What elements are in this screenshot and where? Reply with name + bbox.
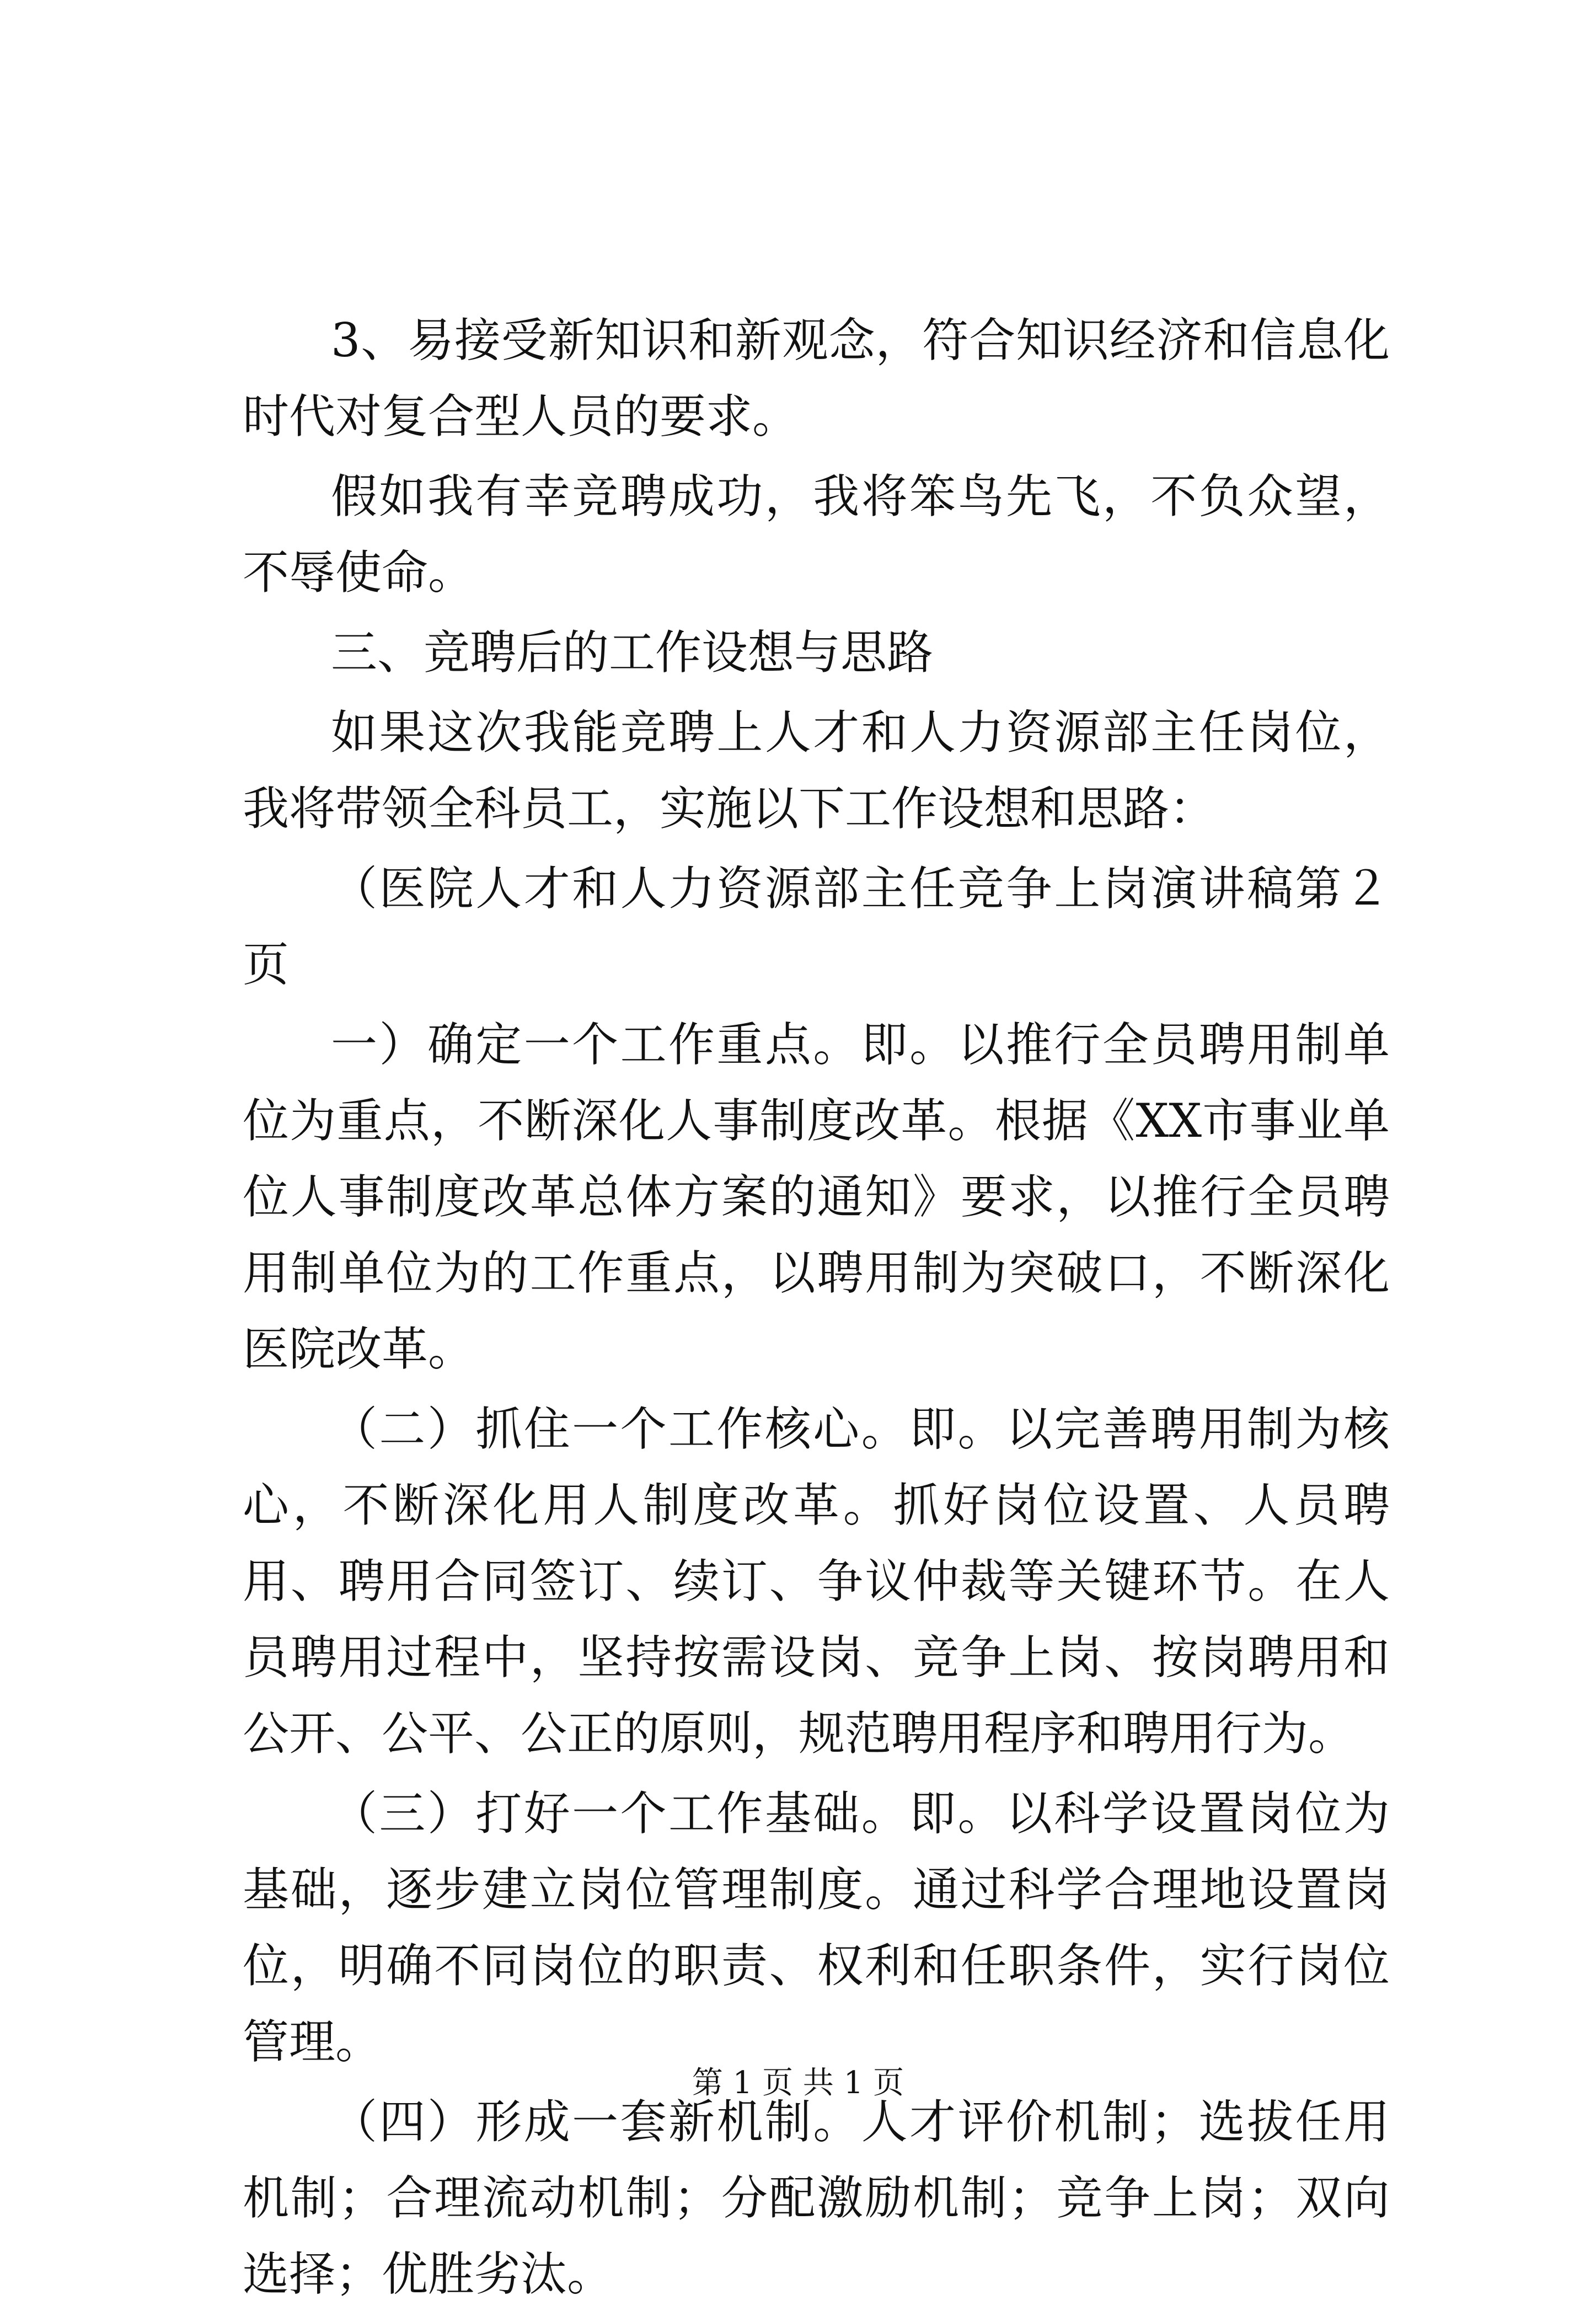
document-body bbox=[243, 302, 1390, 2316]
paragraph-7: （三）打好一个工作基础。即。以科学设置岗位为基础，逐步建立岗位管理制度。通过科学合理地设置岗位，明确不同岗位的职责、权利和任职条件，实行岗位管理。 bbox=[243, 1787, 1390, 2069]
paragraph-3: 如果这次我能竞聘上人才和人力资源部主任岗位，我将带领全科员工，实施以下工作设想和思路： bbox=[243, 705, 1390, 836]
paragraph-2: 假如我有幸竞聘成功，我将笨鸟先飞，不负众望，不辱使命。 bbox=[243, 469, 1390, 600]
paragraph-5: 一）确定一个工作重点。即。以推行全员聘用制单位为重点，不断深化人事制度改革。根据《XX市事业单位人事制度改革总体方案的通知》要求，以推行全员聘用制单位为的工作重点，以聘用制为突破口，不断深化医院改革。 bbox=[243, 1018, 1390, 1376]
page-footer: 第 1 页 共 1 页 bbox=[692, 2065, 904, 2101]
paragraph-6: （二）抓住一个工作核心。即。以完善聘用制为核心，不断深化用人制度改革。抓好岗位设置、人员聘用、聘用合同签订、续订、争议仲裁等关键环节。在人员聘用过程中，坚持按需设岗、竞争上岗、按岗聘用和公开、公平、公正的原则，规范聘用程序和聘用行为。 bbox=[243, 1402, 1390, 1761]
paragraph-8: （四）形成一套新机制。人才评价机制；选拔任用机制；合理流动机制；分配激励机制；竞争上岗；双向选择；优胜劣汰。 bbox=[243, 2095, 1390, 2301]
paragraph-1: 3、易接受新知识和新观念，符合知识经济和信息化时代对复合型人员的要求。 bbox=[243, 313, 1390, 443]
paragraph-4: （医院人才和人力资源部主任竞争上岗演讲稿第２页 bbox=[243, 862, 1390, 992]
section-heading: 三、竞聘后的工作设想与思路 bbox=[331, 625, 934, 680]
